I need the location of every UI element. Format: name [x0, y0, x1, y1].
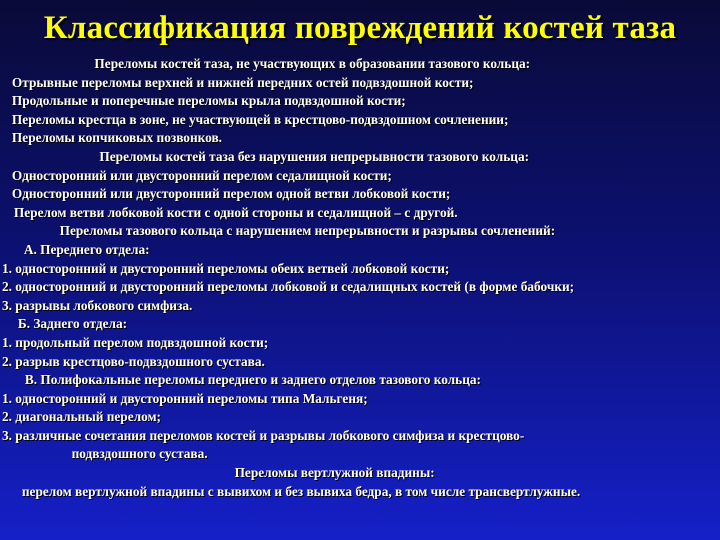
list-item: 3. различные сочетания переломов костей и разрывы лобкового симфиза и крестцово-	[1, 427, 525, 443]
section-heading-outside-ring: Переломы костей таза, не участвующих в образовании тазового кольца:	[94, 56, 531, 71]
subsection-anterior: А. Переднего отдела:	[23, 241, 150, 257]
list-item: Продольные и поперечные переломы крыла подвздошной кости;	[11, 93, 406, 109]
list-item: 1. односторонний и двусторонний переломы типа Мальгеня;	[1, 390, 368, 406]
list-item: перелом вертлужной впадины с вывихом и без вывиха бедра, в том числе трансвертлужные.	[21, 483, 581, 499]
subsection-polyfocal: В. Полифокальные переломы переднего и заднего отделов тазового кольца:	[24, 372, 481, 388]
section-heading-acetabulum: Переломы вертлужной впадины:	[234, 465, 435, 481]
list-item-continuation: подвздошного сустава.	[71, 446, 208, 462]
slide-title: Классификация повреждений костей таза	[43, 10, 677, 46]
list-item: 2. разрыв крестцово-подвздошного сустава.	[1, 353, 265, 369]
list-item: 3. разрывы лобкового симфиза.	[1, 297, 193, 313]
list-item: Односторонний или двусторонний перелом одной ветви лобковой кости;	[11, 186, 451, 202]
section-heading-ring-disruption: Переломы тазового кольца с нарушением непрерывности и разрывы сочленений:	[59, 223, 556, 239]
list-item: 1. односторонний и двусторонний переломы обеих ветвей лобковой кости;	[1, 260, 450, 276]
list-item: Односторонний или двусторонний перелом седалищной кости;	[11, 167, 392, 183]
list-item: Отрывные переломы верхней и нижней передних остей подвздошной кости;	[11, 74, 474, 90]
list-item: 1. продольный перелом подвздошной кости;	[1, 334, 269, 350]
list-item: Переломы копчиковых позвонков.	[11, 130, 222, 146]
classification-list	[0, 55, 720, 501]
section-heading-no-disruption: Переломы костей таза без нарушения непрерывности тазового кольца:	[99, 148, 530, 164]
subsection-posterior: Б. Заднего отдела:	[17, 316, 128, 332]
list-item: 2. диагональный перелом;	[1, 409, 161, 425]
list-item: 2. односторонний и двусторонний переломы лобковой и седалищных костей (в форме бабочки;	[1, 279, 575, 295]
list-item: Перелом ветви лобковой кости с одной стороны и седалищной – с другой.	[13, 204, 458, 220]
list-item: Переломы крестца в зоне, не участвующей в крестцово-подвздошном сочленении;	[11, 111, 509, 127]
